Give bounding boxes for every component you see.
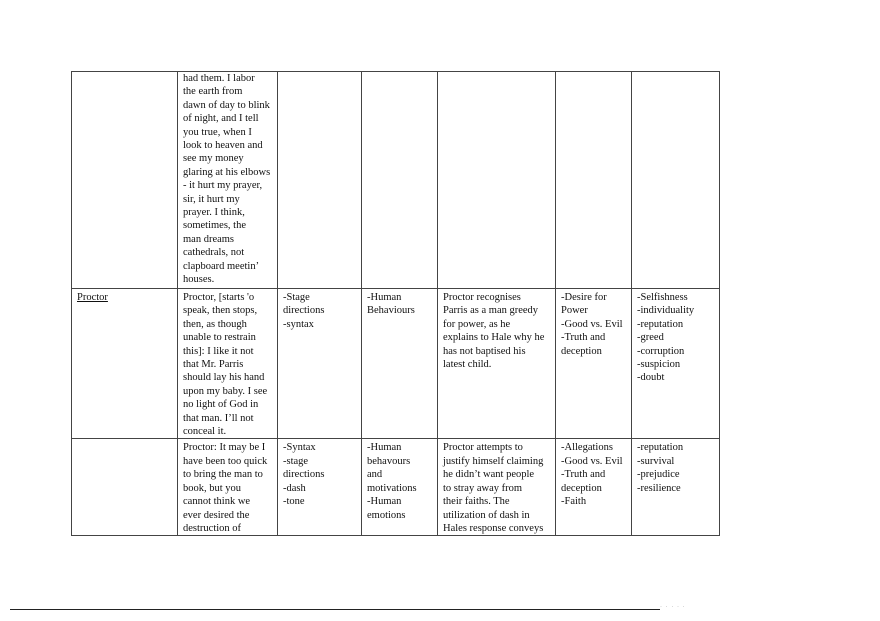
quote-line: book, but you [183, 482, 242, 494]
technique-line: -dash [283, 482, 306, 494]
values-line: -Truth and [561, 332, 606, 344]
quote-line: Proctor: It may be I [183, 442, 266, 454]
quote-cell [178, 289, 278, 439]
ideas-line: -survival [637, 455, 675, 467]
table-row [72, 289, 720, 439]
quote-line: clapboard meetin’ [183, 260, 260, 272]
values-line: deception [561, 482, 602, 494]
quote-line: should lay his hand [183, 372, 265, 384]
quote-line: then, as though [183, 318, 247, 330]
technique-line: directions [283, 469, 325, 481]
table-row [72, 439, 720, 536]
theme-cell [362, 289, 438, 439]
quote-line: dawn of day to blink [183, 99, 270, 111]
table-row [72, 72, 720, 289]
quote-line: had them. I labor [183, 73, 255, 84]
theme-cell [362, 439, 438, 536]
technique-line: -Syntax [283, 442, 316, 454]
theme-line: -Human [367, 442, 402, 454]
values-line: -Good vs. Evil [561, 455, 623, 467]
technique-cell [278, 439, 362, 536]
analysis-line: explains to Hale why he [443, 332, 545, 344]
theme-cell [362, 72, 438, 289]
analysis-table [71, 71, 720, 536]
quote-line: speak, then stops, [183, 305, 258, 317]
quote-line: cannot think we [183, 496, 251, 508]
analysis-line: for power, as he [443, 318, 511, 330]
ideas-cell [632, 289, 720, 439]
theme-line: -Human [367, 292, 402, 303]
theme-line: and [367, 469, 383, 481]
ideas-line: -prejudice [637, 469, 680, 481]
theme-line: motivations [367, 482, 417, 494]
ideas-line: -corruption [637, 345, 685, 357]
quote-line: of night, and I tell [183, 113, 259, 125]
analysis-line: to stray away from [443, 482, 523, 494]
quote-line: that man. I’ll not [183, 412, 254, 424]
quote-line: look to heaven and [183, 140, 263, 152]
ideas-line: -resilience [637, 482, 681, 494]
ideas-line: -reputation [637, 318, 684, 330]
ideas-line: -greed [637, 332, 664, 344]
quote-line: this]: I like it not [183, 345, 254, 357]
quote-line: see my money [183, 153, 244, 165]
theme-line: emotions [367, 509, 406, 521]
values-cell [556, 439, 632, 536]
quote-line: upon my baby. I see [183, 385, 268, 397]
ideas-line: -doubt [637, 372, 665, 384]
speaker-cell [72, 289, 178, 439]
quote-line: you true, when I [183, 126, 252, 138]
quote-cell [178, 72, 278, 289]
quote-line: houses. [183, 274, 215, 286]
quote-line: man dreams [183, 233, 235, 245]
technique-line: -tone [283, 496, 305, 508]
values-line: deception [561, 345, 602, 357]
speaker-cell [72, 439, 178, 536]
analysis-cell [438, 289, 556, 439]
analysis-line: justify himself claiming [443, 455, 544, 467]
analysis-line: Parris as a man greedy [443, 305, 539, 317]
technique-cell [278, 289, 362, 439]
quote-line: cathedrals, not [183, 247, 245, 259]
values-cell [556, 289, 632, 439]
values-line: -Desire for [561, 292, 607, 303]
values-line: -Allegations [561, 442, 613, 454]
footer-faint-marks: · · · · · [660, 604, 686, 610]
footer-divider [10, 609, 660, 610]
theme-line: Behaviours [367, 305, 415, 317]
analysis-line: he didn’t want people [443, 469, 535, 481]
technique-line: directions [283, 305, 325, 317]
ideas-line: -individuality [637, 305, 695, 317]
quote-line: unable to restrain [183, 332, 256, 344]
quote-line: sometimes, the [183, 220, 246, 232]
quote-line: glaring at his elbows [183, 166, 271, 178]
technique-line: -Stage [283, 292, 310, 303]
quote-line: prayer. I think, [183, 207, 245, 219]
analysis-line: Proctor attempts to [443, 442, 523, 454]
ideas-line: -reputation [637, 442, 684, 454]
quote-line: to bring the man to [183, 469, 263, 481]
theme-line: behavours [367, 455, 411, 467]
analysis-line: utilization of dash in [443, 509, 530, 521]
values-line: -Good vs. Evil [561, 318, 623, 330]
quote-line: conceal it. [183, 426, 227, 438]
quote-line: sir, it hurt my [183, 193, 240, 205]
theme-line: -Human [367, 496, 402, 508]
values-cell [556, 72, 632, 289]
ideas-cell [632, 72, 720, 289]
quote-line: the earth from [183, 86, 243, 98]
quote-line: Proctor, [starts 'o [183, 292, 255, 303]
analysis-line: latest child. [443, 359, 492, 371]
table-body [72, 72, 720, 536]
analysis-line: Hales response conveys [443, 522, 544, 534]
analysis-cell [438, 72, 556, 289]
technique-line: -syntax [283, 318, 314, 330]
speaker-cell [72, 72, 178, 289]
analysis-cell [438, 439, 556, 536]
technique-line: -stage [283, 455, 309, 467]
speaker-name: Proctor [77, 292, 108, 303]
values-line: -Truth and [561, 469, 606, 481]
quote-cell [178, 439, 278, 536]
ideas-line: -suspicion [637, 359, 681, 371]
quote-line: no light of God in [183, 399, 259, 411]
quote-line: - it hurt my prayer, [183, 180, 263, 192]
quote-line: destruction of [183, 522, 242, 534]
values-line: -Faith [561, 496, 587, 508]
analysis-line: their faiths. The [443, 496, 510, 508]
ideas-cell [632, 439, 720, 536]
quote-line: that Mr. Parris [183, 359, 244, 371]
ideas-line: -Selfishness [637, 292, 688, 303]
analysis-line: Proctor recognises [443, 292, 521, 303]
quote-line: ever desired the [183, 509, 250, 521]
technique-cell [278, 72, 362, 289]
quote-line: have been too quick [183, 455, 268, 467]
values-line: Power [561, 305, 588, 317]
analysis-line: has not baptised his [443, 345, 526, 357]
